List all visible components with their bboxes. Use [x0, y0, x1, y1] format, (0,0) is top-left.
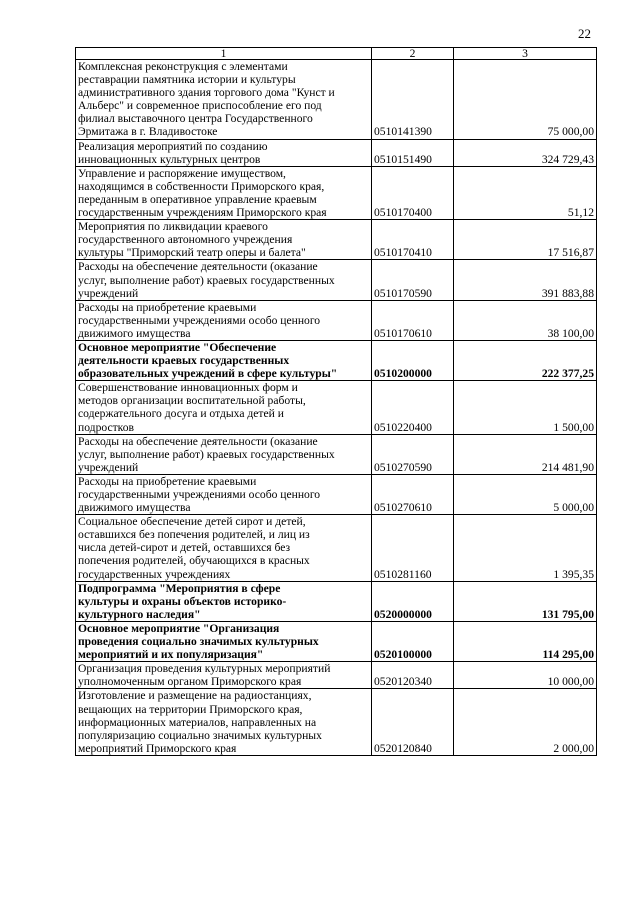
- row-code: 0510151490: [372, 139, 454, 166]
- row-amount: 38 100,00: [454, 300, 597, 340]
- budget-table-body: [76, 48, 597, 756]
- row-amount: 75 000,00: [454, 60, 597, 140]
- row-amount: 5 000,00: [454, 474, 597, 514]
- row-code: 0520120840: [372, 689, 454, 755]
- row-name: Организация проведения культурных мероприятий уполномоченным органом Приморского края: [76, 662, 372, 689]
- row-name: Мероприятия по ликвидации краевого государственного автономного учреждения культуры "Приморский театр оперы и балета": [76, 220, 372, 260]
- row-amount: 17 516,87: [454, 220, 597, 260]
- row-name: Управление и распоряжение имуществом, находящимся в собственности Приморского края, переданным в оперативное управление краевым государственным учреждениям Приморского края: [76, 166, 372, 219]
- row-name: Изготовление и размещение на радиостанциях, вещающих на территории Приморского края, информационных материалов, направленных на популяризацию социально значимых культурных мероприятий Приморского края: [76, 689, 372, 755]
- row-name: Основное мероприятие "Обеспечение деятельности краевых государственных образовательных учреждений в сфере культуры": [76, 340, 372, 380]
- header-col-3: 3: [454, 48, 597, 60]
- row-amount: 1 500,00: [454, 381, 597, 434]
- table-row: [76, 220, 597, 260]
- row-name: Реализация мероприятий по созданию инновационных культурных центров: [76, 139, 372, 166]
- table-row: [76, 689, 597, 755]
- row-name: Расходы на приобретение краевыми государственными учреждениями особо ценного движимого имущества: [76, 474, 372, 514]
- row-amount: 10 000,00: [454, 662, 597, 689]
- row-amount: 214 481,90: [454, 434, 597, 474]
- table-row: [76, 581, 597, 621]
- row-code: 0510170400: [372, 166, 454, 219]
- row-name: Расходы на обеспечение деятельности (оказание услуг, выполнение работ) краевых государственных учреждений: [76, 260, 372, 300]
- header-col-2: 2: [372, 48, 454, 60]
- row-code: 0510270590: [372, 434, 454, 474]
- table-row: [76, 60, 597, 140]
- table-row: [76, 340, 597, 380]
- header-col-1: 1: [76, 48, 372, 60]
- row-code: 0520100000: [372, 621, 454, 661]
- row-name: Социальное обеспечение детей сирот и детей, оставшихся без попечения родителей, и лиц из числа детей-сирот и детей, оставшихся без попечения родителей, обучающихся в красных государственных учреждениях: [76, 515, 372, 581]
- row-code: 0510170590: [372, 260, 454, 300]
- table-row: [76, 515, 597, 581]
- row-code: 0510141390: [372, 60, 454, 140]
- row-code: 0510170610: [372, 300, 454, 340]
- row-code: 0510170410: [372, 220, 454, 260]
- row-amount: 2 000,00: [454, 689, 597, 755]
- row-code: 0520000000: [372, 581, 454, 621]
- table-row: [76, 434, 597, 474]
- row-code: 0510200000: [372, 340, 454, 380]
- row-code: 0510220400: [372, 381, 454, 434]
- row-code: 0510281160: [372, 515, 454, 581]
- row-amount: 131 795,00: [454, 581, 597, 621]
- table-row: [76, 166, 597, 219]
- table-header-row: [76, 48, 597, 60]
- row-name: Расходы на обеспечение деятельности (оказание услуг, выполнение работ) краевых государственных учреждений: [76, 434, 372, 474]
- row-amount: 324 729,43: [454, 139, 597, 166]
- row-amount: 391 883,88: [454, 260, 597, 300]
- row-name: Совершенствование инновационных форм и методов организации воспитательной работы, содержательного досуга и отдыха детей и подростков: [76, 381, 372, 434]
- row-name: Подпрограмма "Мероприятия в сфере культуры и охраны объектов историко- культурного наследия": [76, 581, 372, 621]
- table-row: [76, 300, 597, 340]
- row-amount: 1 395,35: [454, 515, 597, 581]
- row-amount: 51,12: [454, 166, 597, 219]
- budget-table: [75, 47, 597, 756]
- row-name: Комплексная реконструкция с элементами реставрации памятника истории и культуры административного здания торгового дома "Кунст и Альберс" и современное приспособление его под филиал выставочного центра Государственного Эрмитажа в г. Владивостоке: [76, 60, 372, 140]
- table-row: [76, 260, 597, 300]
- row-name: Основное мероприятие "Организация проведения социально значимых культурных мероприятий и их популяризация": [76, 621, 372, 661]
- table-row: [76, 474, 597, 514]
- page-number: 22: [578, 26, 591, 41]
- row-code: 0520120340: [372, 662, 454, 689]
- table-row: [76, 621, 597, 661]
- row-name: Расходы на приобретение краевыми государственными учреждениями особо ценного движимого имущества: [76, 300, 372, 340]
- row-amount: 222 377,25: [454, 340, 597, 380]
- table-row: [76, 662, 597, 689]
- row-code: 0510270610: [372, 474, 454, 514]
- table-row: [76, 381, 597, 434]
- table-row: [76, 139, 597, 166]
- row-amount: 114 295,00: [454, 621, 597, 661]
